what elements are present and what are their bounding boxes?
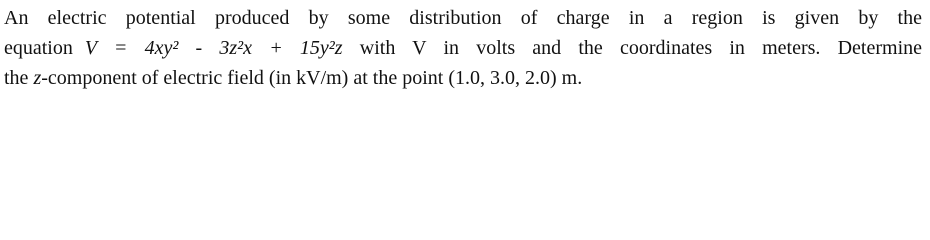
problem-line-1: An electric potential produced by some distribution of charge in a region is given by the (4, 7, 922, 29)
question-sentence: -component of electric field (in kV/m) at the point (1.0, 3.0, 2.0) m. (41, 67, 583, 89)
component-variable: z (33, 67, 42, 89)
potential-equation: V = 4xy² - 3z²x + 15y²z (84, 37, 343, 59)
problem-line-3 (4, 63, 922, 93)
problem-line-2 (4, 33, 922, 63)
units-sentence: with V in volts and the coordinates in meters. Determine (359, 37, 923, 59)
line3-lead: the (4, 67, 29, 89)
equation-lead-word: equation (4, 37, 73, 59)
problem-text (4, 3, 922, 93)
